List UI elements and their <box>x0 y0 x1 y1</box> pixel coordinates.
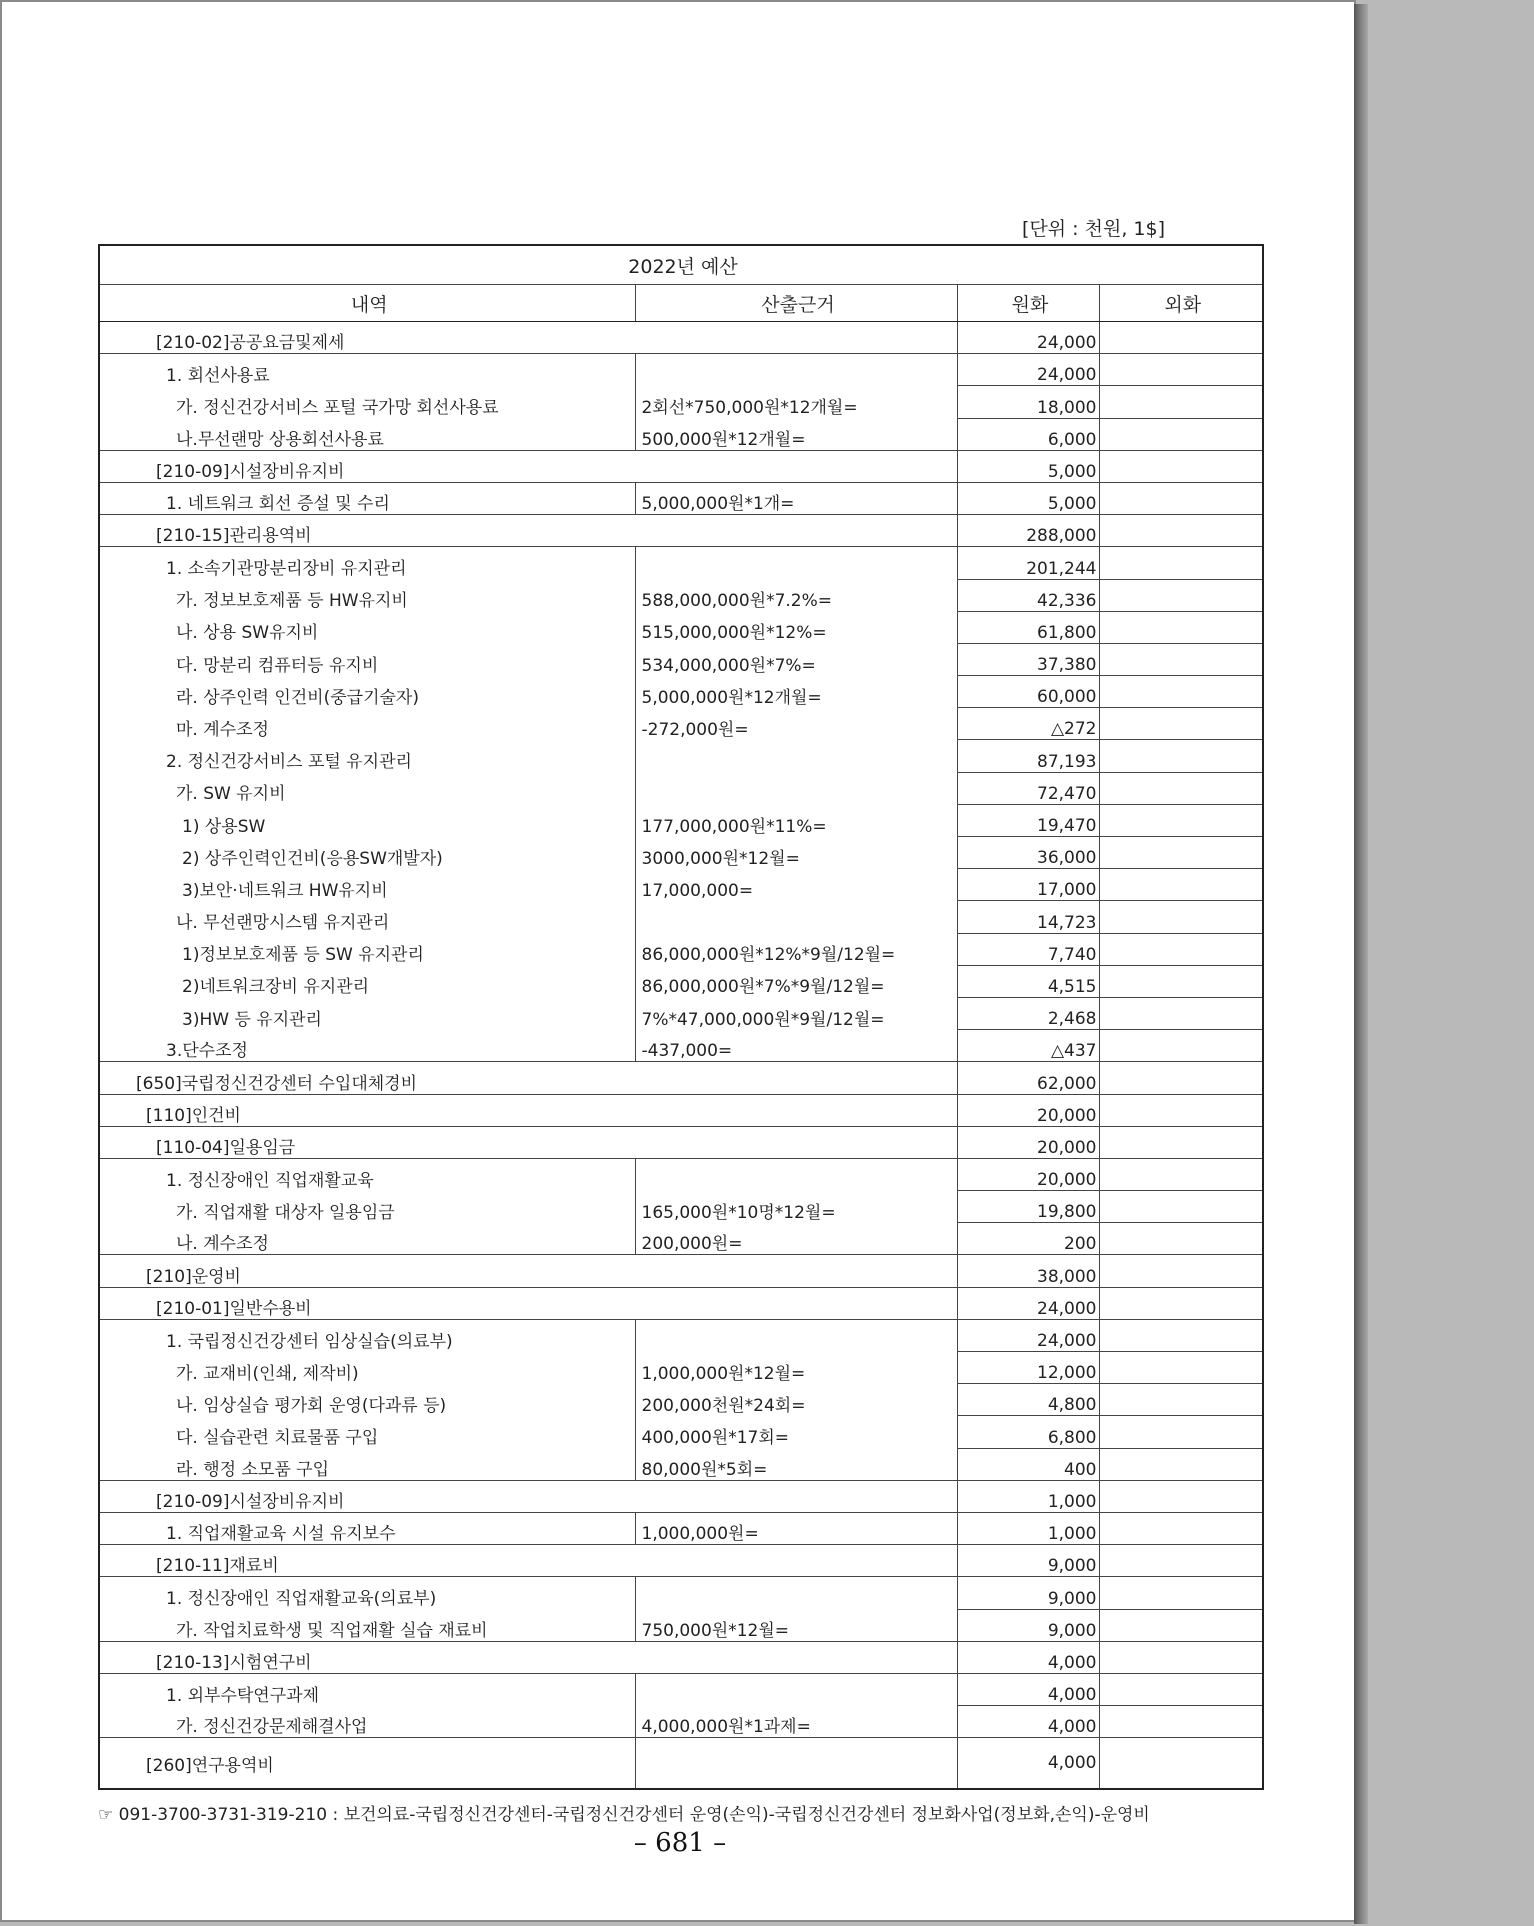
row-calc-basis <box>635 1158 957 1190</box>
row-krw-amount: 19,470 <box>957 804 1099 836</box>
row-foreign-amount <box>1099 708 1263 740</box>
row-calc-basis <box>635 740 957 772</box>
row-calc-basis <box>635 1673 957 1705</box>
row-calc-basis: -272,000원= <box>635 708 957 740</box>
table-row <box>99 740 1263 772</box>
row-item-label: [110-04]일용임금 <box>99 1126 957 1158</box>
row-item-label: [210-11]재료비 <box>99 1545 957 1577</box>
row-krw-amount: 7,740 <box>957 933 1099 965</box>
row-foreign-amount <box>1099 547 1263 579</box>
row-foreign-amount <box>1099 1512 1263 1544</box>
row-item-label: 나.무선랜망 상용회선사용료 <box>99 418 635 450</box>
row-krw-amount: 6,800 <box>957 1416 1099 1448</box>
row-foreign-amount <box>1099 1384 1263 1416</box>
row-foreign-amount <box>1099 418 1263 450</box>
row-calc-basis: 5,000,000원*1개= <box>635 482 957 514</box>
table-row <box>99 643 1263 675</box>
table-row <box>99 1577 1263 1609</box>
row-foreign-amount <box>1099 1448 1263 1480</box>
row-krw-amount: 4,515 <box>957 965 1099 997</box>
row-krw-amount: 20,000 <box>957 1158 1099 1190</box>
row-item-label: 나. 임상실습 평가회 운영(다과류 등) <box>99 1384 635 1416</box>
row-item-label: 라. 상주인력 인건비(중급기술자) <box>99 676 635 708</box>
row-calc-basis <box>635 772 957 804</box>
row-krw-amount: 201,244 <box>957 547 1099 579</box>
table-row <box>99 322 1263 354</box>
row-foreign-amount <box>1099 1319 1263 1351</box>
header-item: 내역 <box>99 285 635 322</box>
table-row <box>99 1255 1263 1287</box>
row-krw-amount: 400 <box>957 1448 1099 1480</box>
row-calc-basis: 1,000,000원*12월= <box>635 1352 957 1384</box>
row-calc-basis <box>635 354 957 386</box>
row-item-label: 3)HW 등 유지관리 <box>99 997 635 1029</box>
table-row <box>99 1094 1263 1126</box>
row-krw-amount: 24,000 <box>957 1319 1099 1351</box>
row-krw-amount: 14,723 <box>957 901 1099 933</box>
row-item-label: 마. 계수조정 <box>99 708 635 740</box>
row-krw-amount: 4,000 <box>957 1673 1099 1705</box>
row-foreign-amount <box>1099 1609 1263 1641</box>
row-calc-basis: 86,000,000원*12%*9월/12월= <box>635 933 957 965</box>
row-calc-basis <box>635 1738 957 1790</box>
row-calc-basis <box>635 1319 957 1351</box>
row-foreign-amount <box>1099 1030 1263 1062</box>
row-krw-amount: 42,336 <box>957 579 1099 611</box>
table-row <box>99 354 1263 386</box>
table-header-row <box>99 285 1263 322</box>
row-foreign-amount <box>1099 1480 1263 1512</box>
row-calc-basis: 534,000,000원*7%= <box>635 643 957 675</box>
row-item-label: 3.단수조정 <box>99 1030 635 1062</box>
table-row <box>99 386 1263 418</box>
row-krw-amount: 9,000 <box>957 1545 1099 1577</box>
row-foreign-amount <box>1099 1641 1263 1673</box>
row-foreign-amount <box>1099 1191 1263 1223</box>
table-row <box>99 772 1263 804</box>
row-item-label: 1. 국립정신건강센터 임상실습(의료부) <box>99 1319 635 1351</box>
row-calc-basis: 515,000,000원*12%= <box>635 611 957 643</box>
row-item-label: 1. 직업재활교육 시설 유지보수 <box>99 1512 635 1544</box>
table-row <box>99 901 1263 933</box>
table-row <box>99 1287 1263 1319</box>
row-krw-amount: △272 <box>957 708 1099 740</box>
row-calc-basis: 3000,000원*12월= <box>635 837 957 869</box>
account-code-footnote: ☞ 091-3700-3731-319-210 : 보건의료-국립정신건강센터-국립정신건강센터 운영(손익)-국립정신건강센터 정보화사업(정보화,손익)-운영비 <box>98 1805 1150 1825</box>
row-calc-basis: 86,000,000원*7%*9월/12월= <box>635 965 957 997</box>
row-item-label: 1) 상용SW <box>99 804 635 836</box>
row-item-label: [210-01]일반수용비 <box>99 1287 957 1319</box>
page-edge-shadow <box>1354 4 1368 1924</box>
table-row <box>99 1384 1263 1416</box>
row-foreign-amount <box>1099 965 1263 997</box>
row-krw-amount: 36,000 <box>957 837 1099 869</box>
row-foreign-amount <box>1099 1706 1263 1738</box>
row-item-label: 가. 정보보호제품 등 HW유지비 <box>99 579 635 611</box>
budget-table <box>98 244 1264 1790</box>
row-calc-basis <box>635 1577 957 1609</box>
row-foreign-amount <box>1099 1545 1263 1577</box>
row-item-label: [260]연구용역비 <box>99 1738 635 1790</box>
row-foreign-amount <box>1099 804 1263 836</box>
row-foreign-amount <box>1099 450 1263 482</box>
table-row <box>99 1738 1263 1790</box>
table-row <box>99 837 1263 869</box>
row-foreign-amount <box>1099 1287 1263 1319</box>
row-calc-basis: 177,000,000원*11%= <box>635 804 957 836</box>
row-krw-amount: 5,000 <box>957 482 1099 514</box>
row-calc-basis: -437,000= <box>635 1030 957 1062</box>
row-krw-amount: 20,000 <box>957 1126 1099 1158</box>
row-krw-amount: 288,000 <box>957 515 1099 547</box>
table-row <box>99 1158 1263 1190</box>
row-krw-amount: 6,000 <box>957 418 1099 450</box>
row-item-label: 가. 교재비(인쇄, 제작비) <box>99 1352 635 1384</box>
row-item-label: [210-13]시험연구비 <box>99 1641 957 1673</box>
table-row <box>99 933 1263 965</box>
row-foreign-amount <box>1099 901 1263 933</box>
table-row <box>99 804 1263 836</box>
row-foreign-amount <box>1099 354 1263 386</box>
table-row <box>99 1191 1263 1223</box>
row-item-label: 2. 정신건강서비스 포털 유지관리 <box>99 740 635 772</box>
row-item-label: 가. SW 유지비 <box>99 772 635 804</box>
row-item-label: 1. 소속기관망분리장비 유지관리 <box>99 547 635 579</box>
row-calc-basis: 4,000,000원*1과제= <box>635 1706 957 1738</box>
row-foreign-amount <box>1099 611 1263 643</box>
row-item-label: 가. 정신건강문제해결사업 <box>99 1706 635 1738</box>
table-row <box>99 482 1263 514</box>
table-row <box>99 708 1263 740</box>
row-foreign-amount <box>1099 1158 1263 1190</box>
row-calc-basis <box>635 901 957 933</box>
row-item-label: 1. 회선사용료 <box>99 354 635 386</box>
row-item-label: [110]인건비 <box>99 1094 957 1126</box>
row-krw-amount: 1,000 <box>957 1512 1099 1544</box>
row-krw-amount: 17,000 <box>957 869 1099 901</box>
row-item-label: [210-09]시설장비유지비 <box>99 1480 957 1512</box>
row-item-label: [210]운영비 <box>99 1255 957 1287</box>
row-krw-amount: △437 <box>957 1030 1099 1062</box>
row-krw-amount: 60,000 <box>957 676 1099 708</box>
row-foreign-amount <box>1099 482 1263 514</box>
row-calc-basis: 200,000원= <box>635 1223 957 1255</box>
row-krw-amount: 1,000 <box>957 1480 1099 1512</box>
row-krw-amount: 4,000 <box>957 1738 1099 1790</box>
row-krw-amount: 9,000 <box>957 1577 1099 1609</box>
row-krw-amount: 87,193 <box>957 740 1099 772</box>
row-krw-amount: 9,000 <box>957 1609 1099 1641</box>
page-number: – 681 – <box>633 1828 727 1858</box>
row-calc-basis: 17,000,000= <box>635 869 957 901</box>
row-krw-amount: 61,800 <box>957 611 1099 643</box>
row-item-label: 다. 실습관련 치료물품 구입 <box>99 1416 635 1448</box>
row-foreign-amount <box>1099 837 1263 869</box>
row-calc-basis: 1,000,000원= <box>635 1512 957 1544</box>
row-foreign-amount <box>1099 1126 1263 1158</box>
row-item-label: 가. 직업재활 대상자 일용임금 <box>99 1191 635 1223</box>
row-foreign-amount <box>1099 772 1263 804</box>
table-row <box>99 1416 1263 1448</box>
table-row <box>99 1609 1263 1641</box>
row-foreign-amount <box>1099 676 1263 708</box>
row-calc-basis: 7%*47,000,000원*9월/12월= <box>635 997 957 1029</box>
row-item-label: 1)정보보호제품 등 SW 유지관리 <box>99 933 635 965</box>
row-krw-amount: 2,468 <box>957 997 1099 1029</box>
row-item-label: 나. 상용 SW유지비 <box>99 611 635 643</box>
table-row <box>99 1641 1263 1673</box>
row-krw-amount: 62,000 <box>957 1062 1099 1094</box>
row-foreign-amount <box>1099 869 1263 901</box>
table-row <box>99 1126 1263 1158</box>
row-krw-amount: 4,000 <box>957 1641 1099 1673</box>
row-calc-basis: 400,000원*17회= <box>635 1416 957 1448</box>
table-row <box>99 515 1263 547</box>
row-item-label: 다. 망분리 컴퓨터등 유지비 <box>99 643 635 675</box>
row-calc-basis: 750,000원*12월= <box>635 1609 957 1641</box>
row-foreign-amount <box>1099 1094 1263 1126</box>
row-krw-amount: 24,000 <box>957 1287 1099 1319</box>
table-title: 2022년 예산 <box>99 245 1263 285</box>
row-item-label: 1. 네트워크 회선 증설 및 수리 <box>99 482 635 514</box>
row-krw-amount: 4,800 <box>957 1384 1099 1416</box>
row-calc-basis: 5,000,000원*12개월= <box>635 676 957 708</box>
row-krw-amount: 5,000 <box>957 450 1099 482</box>
table-row <box>99 1673 1263 1705</box>
row-krw-amount: 24,000 <box>957 354 1099 386</box>
table-row <box>99 547 1263 579</box>
table-row <box>99 965 1263 997</box>
row-foreign-amount <box>1099 1352 1263 1384</box>
row-item-label: 라. 행정 소모품 구입 <box>99 1448 635 1480</box>
row-krw-amount: 20,000 <box>957 1094 1099 1126</box>
table-title-row <box>99 245 1263 285</box>
row-krw-amount: 4,000 <box>957 1706 1099 1738</box>
table-row <box>99 676 1263 708</box>
table-row <box>99 1352 1263 1384</box>
table-row <box>99 450 1263 482</box>
table-row <box>99 1512 1263 1544</box>
table-row <box>99 579 1263 611</box>
row-foreign-amount <box>1099 1223 1263 1255</box>
row-item-label: [210-15]관리용역비 <box>99 515 957 547</box>
table-row <box>99 1706 1263 1738</box>
row-foreign-amount <box>1099 1062 1263 1094</box>
row-krw-amount: 12,000 <box>957 1352 1099 1384</box>
row-foreign-amount <box>1099 933 1263 965</box>
table-row <box>99 611 1263 643</box>
row-calc-basis <box>635 547 957 579</box>
row-item-label: 3)보안·네트워크 HW유지비 <box>99 869 635 901</box>
row-item-label: 가. 작업치료학생 및 직업재활 실습 재료비 <box>99 1609 635 1641</box>
header-krw: 원화 <box>957 285 1099 322</box>
table-row <box>99 1062 1263 1094</box>
row-foreign-amount <box>1099 386 1263 418</box>
table-row <box>99 869 1263 901</box>
row-item-label: 1. 정신장애인 직업재활교육 <box>99 1158 635 1190</box>
row-krw-amount: 19,800 <box>957 1191 1099 1223</box>
row-item-label: 1. 정신장애인 직업재활교육(의료부) <box>99 1577 635 1609</box>
row-item-label: 나. 계수조정 <box>99 1223 635 1255</box>
table-row <box>99 997 1263 1029</box>
row-foreign-amount <box>1099 1738 1263 1790</box>
row-calc-basis: 200,000천원*24회= <box>635 1384 957 1416</box>
row-foreign-amount <box>1099 1416 1263 1448</box>
row-item-label: 가. 정신건강서비스 포털 국가망 회선사용료 <box>99 386 635 418</box>
row-foreign-amount <box>1099 1673 1263 1705</box>
row-item-label: 나. 무선랜망시스템 유지관리 <box>99 901 635 933</box>
table-row <box>99 1448 1263 1480</box>
row-item-label: [650]국립정신건강센터 수입대체경비 <box>99 1062 957 1094</box>
row-foreign-amount <box>1099 579 1263 611</box>
unit-label: [단위 : 천원, 1$] <box>1022 218 1165 240</box>
header-basis: 산출근거 <box>635 285 957 322</box>
row-foreign-amount <box>1099 515 1263 547</box>
table-row <box>99 418 1263 450</box>
row-foreign-amount <box>1099 322 1263 354</box>
row-calc-basis: 2회선*750,000원*12개월= <box>635 386 957 418</box>
row-krw-amount: 24,000 <box>957 322 1099 354</box>
row-foreign-amount <box>1099 643 1263 675</box>
header-foreign: 외화 <box>1099 285 1263 322</box>
table-row <box>99 1030 1263 1062</box>
row-item-label: 1. 외부수탁연구과제 <box>99 1673 635 1705</box>
table-row <box>99 1223 1263 1255</box>
row-krw-amount: 38,000 <box>957 1255 1099 1287</box>
row-foreign-amount <box>1099 1255 1263 1287</box>
row-krw-amount: 18,000 <box>957 386 1099 418</box>
row-item-label: [210-09]시설장비유지비 <box>99 450 957 482</box>
row-foreign-amount <box>1099 1577 1263 1609</box>
row-krw-amount: 200 <box>957 1223 1099 1255</box>
row-item-label: 2) 상주인력인건비(응용SW개발자) <box>99 837 635 869</box>
row-calc-basis: 165,000원*10명*12월= <box>635 1191 957 1223</box>
row-krw-amount: 37,380 <box>957 643 1099 675</box>
table-row <box>99 1480 1263 1512</box>
row-calc-basis: 80,000원*5회= <box>635 1448 957 1480</box>
row-calc-basis: 500,000원*12개월= <box>635 418 957 450</box>
row-krw-amount: 72,470 <box>957 772 1099 804</box>
row-item-label: 2)네트워크장비 유지관리 <box>99 965 635 997</box>
table-row <box>99 1545 1263 1577</box>
row-calc-basis: 588,000,000원*7.2%= <box>635 579 957 611</box>
row-foreign-amount <box>1099 740 1263 772</box>
table-row <box>99 1319 1263 1351</box>
row-foreign-amount <box>1099 997 1263 1029</box>
row-item-label: [210-02]공공요금및제세 <box>99 322 957 354</box>
